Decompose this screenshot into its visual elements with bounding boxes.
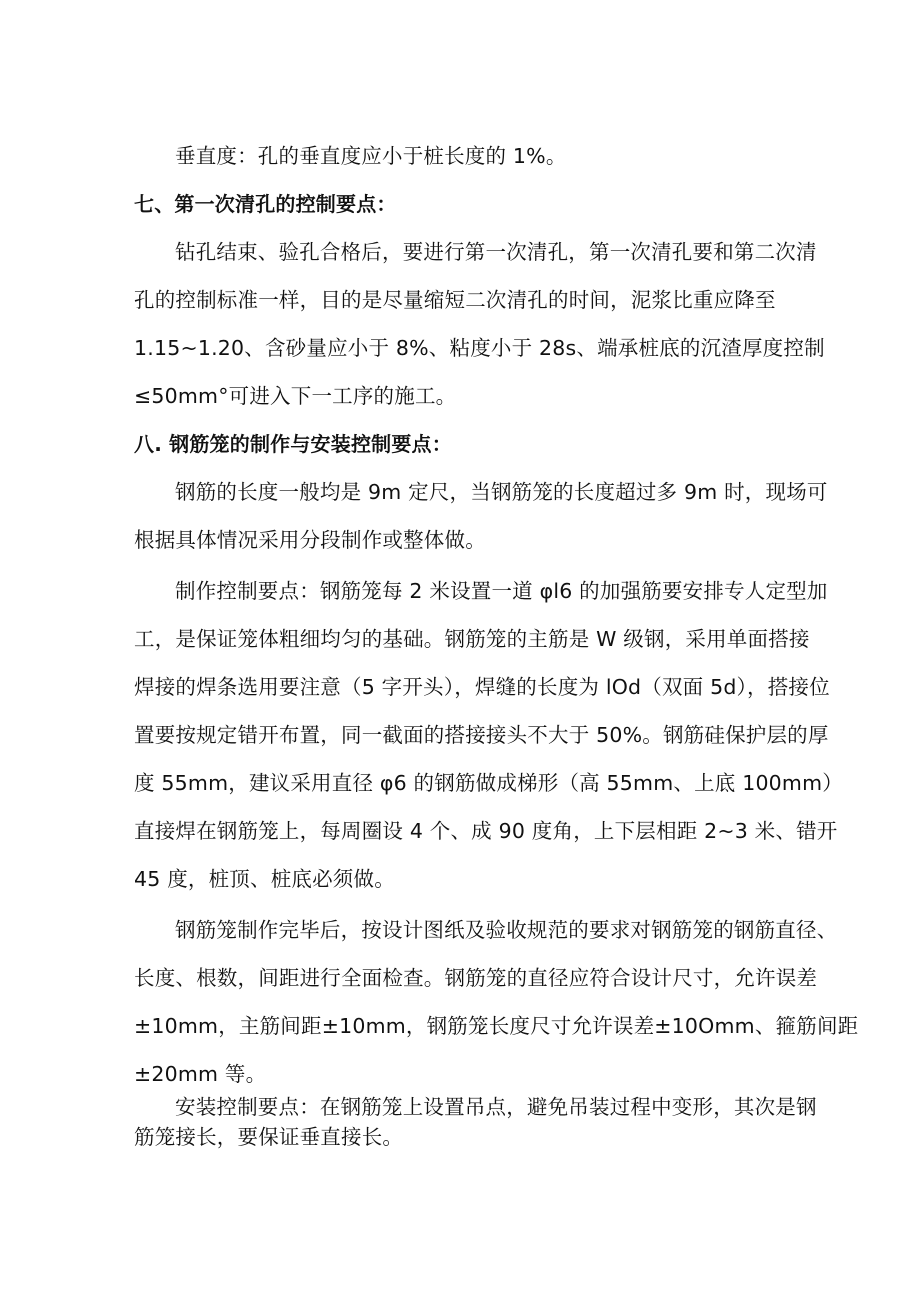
paragraph-line: 45 度，桩顶、桩底必须做。	[134, 867, 395, 891]
paragraph-line: 孔的控制标准一样，目的是尽量缩短二次清孔的时间，泥浆比重应降至	[134, 288, 776, 312]
paragraph-line: 度 55mm，建议采用直径 φ6 的钢筋做成梯形（高 55mm、上底 100mm）	[134, 771, 843, 795]
paragraph-line: 长度、根数，间距进行全面检查。钢筋笼的直径应符合设计尺寸，允许误差	[134, 966, 818, 990]
paragraph-line: ±10mm，主筋间距±10mm，钢筋笼长度尺寸允许误差±10Omm、箍筋间距	[134, 1014, 859, 1038]
paragraph-line: ±20mm 等。	[134, 1062, 267, 1086]
paragraph-line: 制作控制要点：钢筋笼每 2 米设置一道 φl6 的加强筋要安排专人定型加	[175, 579, 828, 603]
paragraph-line: 钢筋的长度一般均是 9m 定尺，当钢筋笼的长度超过多 9m 时，现场可	[175, 480, 828, 504]
paragraph-line: 工，是保证笼体粗细均匀的基础。钢筋笼的主筋是 W 级钢，采用单面搭接	[134, 627, 810, 651]
paragraph-line: 安装控制要点：在钢筋笼上设置吊点，避免吊装过程中变形，其次是钢	[175, 1095, 817, 1119]
paragraph-line: 1.15~1.20、含砂量应小于 8%、粘度小于 28s、端承桩底的沉渣厚度控制	[134, 336, 825, 360]
heading-rebar-cage: 八. 钢筋笼的制作与安装控制要点：	[134, 432, 452, 456]
paragraph-line: 焊接的焊条选用要注意（5 字开头），焊缝的长度为 lOd（双面 5d），搭接位	[134, 675, 830, 699]
paragraph-line: 置要按规定错开布置，同一截面的搭接接头不大于 50%。钢筋硅保护层的厚	[134, 723, 829, 747]
heading-first-hole-cleaning: 七、第一次清孔的控制要点：	[134, 192, 397, 216]
paragraph-line: 筋笼接长，要保证垂直接长。	[134, 1125, 404, 1149]
paragraph-line: 钻孔结束、验孔合格后，要进行第一次清孔，第一次清孔要和第二次清	[175, 240, 817, 264]
paragraph-line: ≤50mm°可进入下一工序的施工。	[134, 384, 457, 408]
paragraph-verticality: 垂直度：孔的垂直度应小于桩长度的 1%。	[175, 144, 567, 168]
paragraph-line: 直接焊在钢筋笼上，每周圈设 4 个、成 90 度角，上下层相距 2~3 米、错开	[134, 819, 838, 843]
paragraph-line: 钢筋笼制作完毕后，按设计图纸及验收规范的要求对钢筋笼的钢筋直径、	[175, 918, 838, 942]
paragraph-line: 根据具体情况采用分段制作或整体做。	[134, 528, 486, 552]
